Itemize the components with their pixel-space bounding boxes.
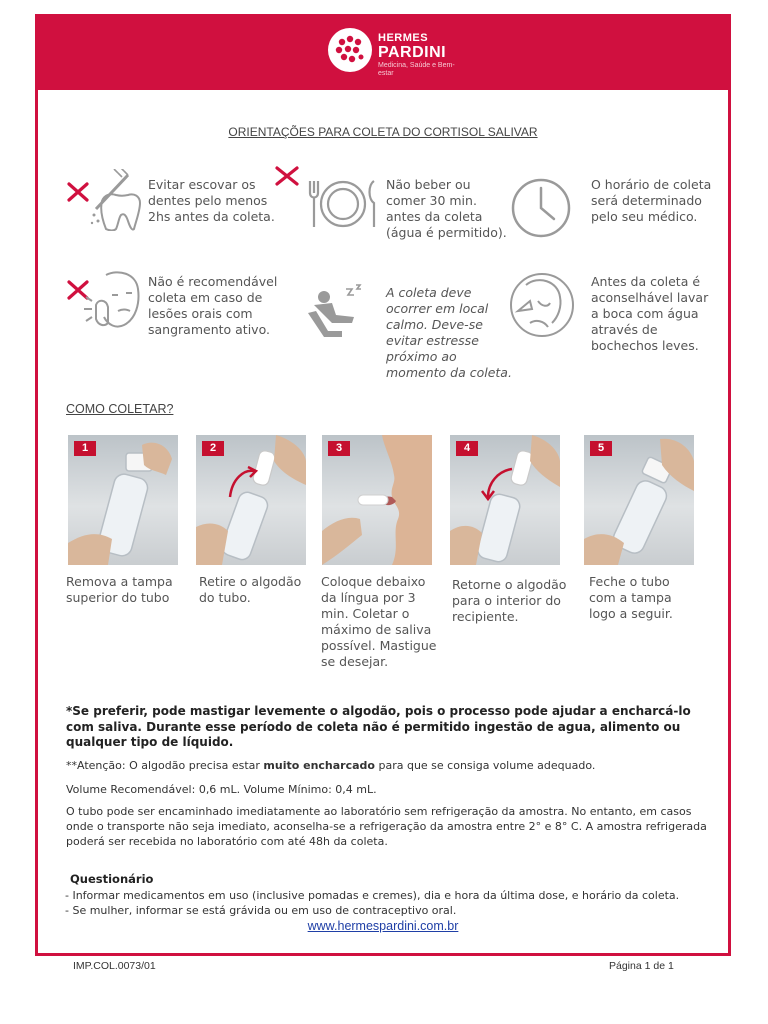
mouth-pain-icon (84, 269, 146, 335)
brand-name-line2: PARDINI (378, 44, 447, 61)
tip-calm-environment: A coleta deve ocorrer em local calmo. Deve-se evitar estresse próximo ao momento da coleta. (386, 285, 512, 380)
step-2-caption: Retire o algodão do tubo. (199, 574, 302, 605)
questionnaire-item: - Informar medicamentos em uso (inclusive pomadas e cremes), dia e hora da última dose, e horário da coleta. (65, 889, 680, 902)
brand-tagline: Medicina, Saúde e Bem-estar (378, 62, 455, 77)
step-number: 1 (74, 441, 96, 456)
clock-icon (510, 177, 572, 239)
step-1-photo (68, 435, 178, 565)
questionnaire-title: Questionário (70, 872, 154, 886)
questionnaire-item: - Se mulher, informar se está grávida ou em uso de contraceptivo oral. (65, 904, 457, 917)
step-4-photo (450, 435, 560, 565)
plate-cutlery-icon (304, 179, 382, 229)
step-number: 4 (456, 441, 478, 456)
step-number: 5 (590, 441, 612, 456)
step-5-caption: Feche o tubo com a tampa logo a seguir. (589, 574, 673, 621)
step-1-caption: Remova a tampa superior do tubo (66, 574, 173, 605)
step-3-photo (322, 435, 432, 565)
relaxing-person-icon (302, 283, 372, 341)
chewing-note: *Se preferir, pode mastigar levemente o algodão, pois o processo pode ajudar a encharcá-lo com saliva. Durante esse período de coleta não é permitido ingestão de agua, alimento ou qualquer tipo de líquido. (66, 704, 691, 749)
brand-logo-icon (328, 28, 372, 72)
document-title: ORIENTAÇÕES PARA COLETA DO CORTISOL SALIVAR (228, 125, 538, 139)
step-4-caption: Retorne o algodão para o interior do recipiente. (452, 577, 567, 624)
brand-name-line1: HERMES (378, 32, 429, 44)
how-to-title: COMO COLETAR? (66, 402, 174, 416)
transport-note: O tubo pode ser encaminhado imediatamente ao laboratório sem refrigeração da amostra. No entanto, em casos onde o transporte não seja imediato, aconselha-se a refrigeração da amostra entre 2° e 8° C. A amostra refrigerada poderá ser recebida no laboratório com até 48h da coleta. (66, 805, 707, 848)
step-number: 2 (202, 441, 224, 456)
tip-collection-time: O horário de coleta será determinado pelo seu médico. (591, 177, 712, 224)
attention-note: **Atenção: O algodão precisa estar muito encharcado para que se consiga volume adequado. (66, 759, 596, 772)
step-number: 3 (328, 441, 350, 456)
document-code: IMP.COL.0073/01 (73, 960, 156, 972)
step-3-caption: Coloque debaixo da língua por 3 min. Coletar o máximo de saliva possível. Mastigue se desejar. (321, 574, 437, 669)
volume-note: Volume Recomendável: 0,6 mL. Volume Mínimo: 0,4 mL. (66, 783, 377, 796)
tip-toothbrush: Evitar escovar os dentes pelo menos 2hs antes da coleta. (148, 177, 275, 224)
website-link[interactable]: www.hermespardini.com.br (307, 919, 459, 933)
tip-mouth-rinse: Antes da coleta é aconselhável lavar a boca com água através de bochechos leves. (591, 274, 709, 353)
step-2-photo (196, 435, 306, 565)
tip-oral-lesions: Não é recomendável coleta em caso de lesões orais com sangramento ativo. (148, 274, 278, 337)
header-band (38, 17, 728, 90)
toothbrush-icon (88, 169, 146, 231)
prohibited-x-icon (274, 165, 300, 187)
tip-fasting: Não beber ou comer 30 min. antes da coleta (água é permitido). (386, 177, 507, 240)
prohibited-x-icon (66, 181, 90, 203)
page-indicator: Página 1 de 1 (609, 960, 674, 972)
step-5-photo (584, 435, 694, 565)
document-frame (35, 14, 731, 956)
mouth-rinse-icon (508, 271, 576, 339)
